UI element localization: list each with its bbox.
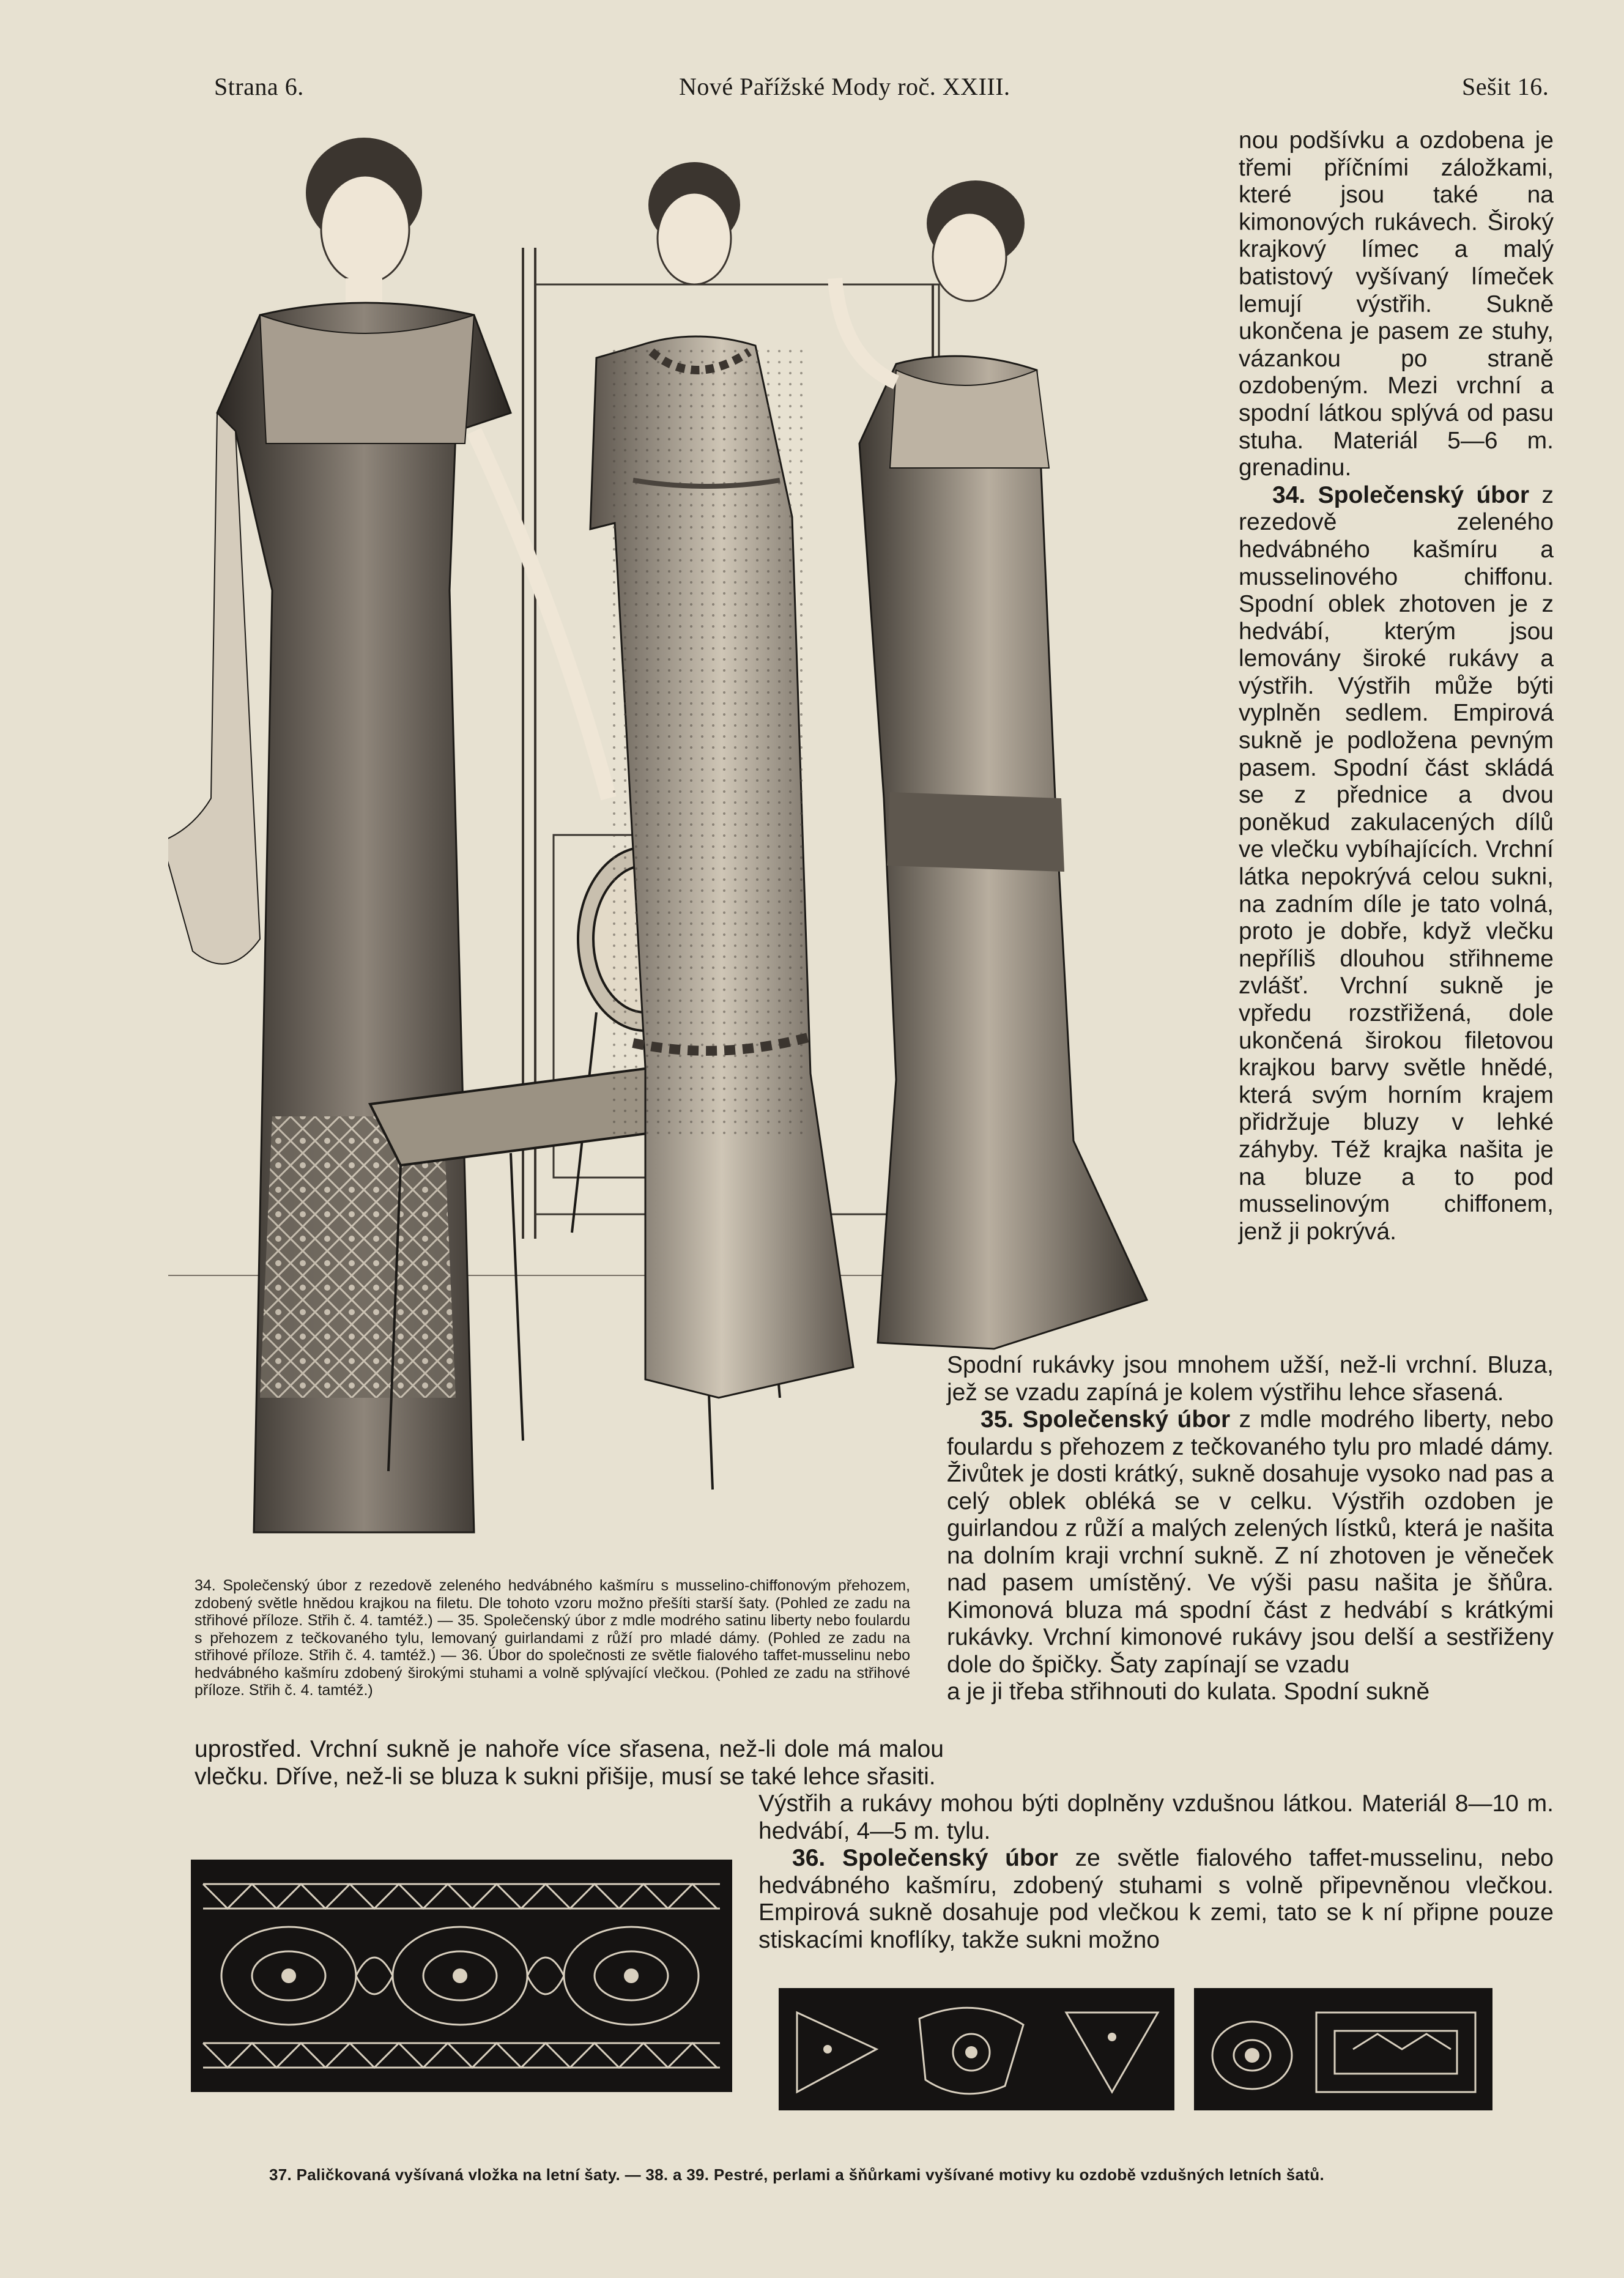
- item34-wide-text: Spodní rukávky jsou mnohem užší, než-li vrchní. Bluza, jež se vzadu zapíná je kolem výstřihu lehce sřasená.: [947, 1352, 1554, 1406]
- item34-paragraph: [1239, 482, 1554, 1246]
- embroidered-motif-38-image: [779, 1988, 1174, 2110]
- item36-paragraph: [758, 1845, 1554, 1954]
- figure-35: [590, 162, 853, 1398]
- embroidered-motif-39-image: [1194, 1988, 1492, 2110]
- item33-end-paragraph: nou podšívku a ozdobena je třemi příčními záložkami, které jsou také na kimonových rukávech. Široký krajkový límec a malý batistový vyšívaný límeček lemují výstřih. Sukně ukončena je pasem ze stuhy, vázankou po straně ozdobeným. Mezi vrchní a spodní látkou splývá od pasu stuha. Materiál 5—6 m. grenadinu.: [1239, 127, 1554, 481]
- bottom-column: [758, 1790, 1554, 1954]
- right-column: [1239, 127, 1554, 1245]
- figure-36: [835, 180, 1147, 1349]
- item35-continuation: [195, 1736, 944, 1790]
- journal-title: Nové Pařížské Mody roč. XXIII.: [679, 73, 1010, 100]
- figure-34: [168, 138, 609, 1532]
- bottom-caption: 37. Paličkovaná vyšívaná vložka na letní šaty. — 38. a 39. Pestré, perlami a šňůrkami vyšívané motivy ku ozdobě vzdušných letních šatů.: [269, 2165, 1324, 2184]
- item36-text: ze světle fialového taffet-musselinu, nebo hedvábného kašmíru, zdobený stuhami s volně připevněnou vlečkou. Empirová sukně dosahuje pod vlečkou k zemi, tato se k ní připne pouze stiskacími knoflíky, takže sukni možno: [758, 1845, 1554, 1953]
- page-number: Strana 6.: [214, 73, 304, 100]
- item34-text: z rezedově zeleného hedvábného kašmíru a musselinového chiffonu. Spodní oblek zhotoven je z hedvábí, kterým jsou lemovány široké rukávy a výstřih. Výstřih může býti vyplněn sedlem. Empirová sukně je podložena pevným pasem. Spodní část skládá se z přednice a dvou poněkud zakulacených dílů ve vlečku vybíhajících. Vrchní látka nepokrývá celou sukni, na zadním díle je tato volná, proto je dobře, když vlečku nepříliš dlouhou střihneme zvlášť. Vrchní sukně je vpředu rozstřižená, dole ukončená širokou filetovou krajkou barvy světle hnědé, která svým horním krajem přidržuje bluzy v lehké záhyby. Též krajka našita je na bluze a to pod musselinovým chiffonem, jenž ji pokrývá.: [1239, 481, 1554, 1245]
- issue-number: Sešit 16.: [1462, 73, 1549, 100]
- item35-continued-right: a je ji třeba střihnouti do kulata. Spodní sukně: [947, 1679, 1430, 1705]
- item34-title: 34. Společenský úbor: [1272, 481, 1530, 508]
- item35-continued-left: uprostřed. Vrchní sukně je nahoře více sřasena, než-li dole má malou vlečku. Dříve, než-li se bluza k sukni přišije, musí se také lehce sřasiti.: [195, 1736, 944, 1790]
- middle-column: [947, 1352, 1554, 1706]
- item35-title: 35. Společenský úbor: [981, 1406, 1231, 1433]
- item36-title: 36. Společenský úbor: [792, 1845, 1058, 1871]
- illustration-caption: 34. Společenský úbor z rezedově zeleného hedvábného kašmíru s musselino-chiffonovým přehozem, zdobený světle hnědou krajkou na filetu. Dle tohoto vzoru možno přešíti starší šaty. (Pohled ze zadu na střihové příloze. Střih č. 4. tamtéž.) — 35. Společenský úbor z mdle modrého satinu liberty nebo foulardu s přehozem z tečkovaného tylu, lemovaný guirlandami z růží pro mladé dámy. (Pohled ze zadu na střihové příloze. Střih č. 4. tamtéž.) — 36. Úbor do společnosti ze světle fialového taffet-musselinu nebo hedvábného kašmíru zdobený širokými stuhami a volně splývající vlečkou. (Pohled ze zadu na střihové příloze. Střih č. 4. tamtéž.): [195, 1577, 910, 1699]
- item35-text: z mdle modrého liberty, nebo foulardu s přehozem z tečkovaného tylu pro mladé dámy. Živůtek je dosti krátký, sukně dosahuje vysoko nad pas a celý oblek obléká se v celku. Výstřih ozdoben je guirlandou z růží a malých zelených lístků, která je našita na dolním kraji vrchní sukně. Z ní zhotoven je věneček nad pasem umístěný. Ve výši pasu našita je šňůra. Kimonová bluza má spodní část z hedvábí s krátkými rukávky. Vrchní kimonové rukávy jsou delší a sestřiženy dole do špičky. Šaty zapínají se vzadu: [947, 1406, 1554, 1678]
- item35-end: Výstřih a rukávy mohou býti doplněny vzdušnou látkou. Materiál 8—10 m. hedvábí, 4—5 m. tylu.: [758, 1790, 1554, 1844]
- item35-paragraph: [947, 1406, 1554, 1679]
- lace-insert-image: [191, 1860, 732, 2092]
